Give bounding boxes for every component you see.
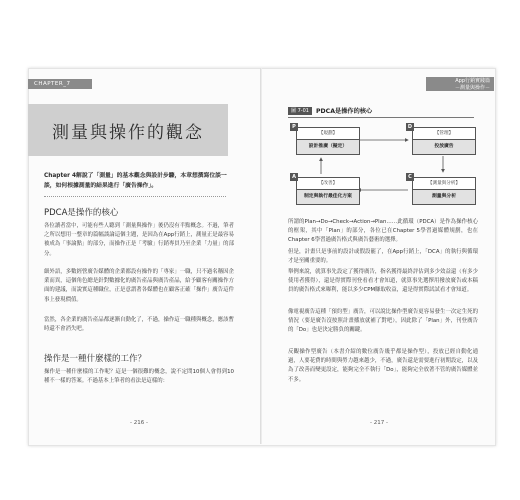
book-spine	[260, 68, 262, 444]
check-caption: 【測量與分析】	[413, 178, 475, 190]
right-paragraph-2: 但是，計畫只是事前的設計或假設罷了，在App行銷上，「DCA」的執行與循環才是至關重要的。	[288, 249, 478, 265]
right-paragraph-3: 舉例來說，就算事先設定了獲得廣告，指名獲得最終評估到多少效益還（有多少使用者獲得），還是得實際刊登看看才會知道，就算事先選擇用撥放廣告或本稿員的廣告格式來曝利，能以多少CPM賺取收益，還是得實際試試看才會知道。	[288, 269, 478, 294]
chapter-intro: Chapter 4解說了「測量」的基本觀念與設計步驟，本章想撰寫位談一談，如何根據測量的結果進行「廣告操作」。	[44, 173, 227, 189]
plan-caption: 【規劃】	[297, 128, 359, 140]
chapter-tab: CHAPTER_7	[28, 79, 92, 89]
diagram-box-check	[412, 177, 476, 205]
left-paragraph-2: 細外語，多數經營廣告媒體的企業都設有操作的「專家」一職，只不過名稱因企業而異，這個角色總是針對數據化的廣告產品與廣告產品，給予顧客有關操作方面的建議，而說實這種職位，正是意謂著各媒體也在顧客正確「操作」廣告這件事上發現價值。	[44, 269, 234, 303]
header-tab-line-2: －測量與操作－	[454, 84, 490, 91]
check-label: 測量與分析	[413, 190, 475, 204]
do-label: 投放廣告	[413, 140, 475, 154]
diagram-box-do	[412, 127, 476, 155]
right-paragraph-5: 反觀操作型廣告（本書介紹的數位廣告幾乎都是操作型），投放已經自動化通過，人要花費的時間與勞力越來越少，不過，廣告還是需要進行初期設定，以及為了改善而變更設定，能夠完全不執行「Do」，能夠完全放著不管的廣告媒體並不多。	[288, 349, 478, 383]
action-label: 制定與執行最佳化方案	[297, 190, 359, 204]
diagram-box-action	[296, 177, 360, 205]
header-tab-line-1: App行銷實踐篇	[455, 78, 490, 84]
heading-pdca: PDCA是操作的核心	[44, 208, 119, 218]
dotted-divider	[44, 196, 226, 197]
right-page-number: - 217 -	[370, 420, 388, 426]
left-paragraph-4: 操作是一種什麼樣的工作呢？這是一個很難的概念，說不定問10個人會得到10種不一樣的答案。不過基本上筆者的看法是這樣的：	[44, 369, 234, 385]
letter-d: D	[407, 124, 413, 130]
figure-title: PDCA是操作的核心	[316, 108, 373, 115]
letter-c: C	[406, 173, 414, 181]
section-title: 測量與操作的觀念	[52, 123, 204, 143]
header-tab	[426, 77, 494, 91]
letter-a: A	[290, 173, 298, 181]
section-title-box	[28, 104, 228, 156]
figure-label: 圖 7-01	[288, 107, 312, 115]
left-paragraph-1: 各位讀者當中，可能有些人聽到「測量與操作」後仍沒有半點概念。不過，筆者之所以想用一整章的篇幅談論這個主題，是因為在App行銷上，測量正是最容易被成為「事論點」的部分，而操作正是「考驗」行銷專員乃至企業「力量」的部分。	[44, 223, 234, 257]
action-caption: 【改善】	[297, 178, 359, 190]
letter-p: P	[290, 123, 298, 131]
diagram-box-plan	[296, 127, 360, 155]
do-caption: 【管理】	[413, 128, 475, 140]
figure-rule	[288, 117, 474, 118]
heading-what-is-operation: 操作是一種什麼樣的工作？	[44, 354, 147, 364]
left-page-number: - 216 -	[130, 420, 148, 426]
plan-label: 設計推廣（擬定）	[297, 140, 359, 154]
right-paragraph-1: 所謂的Plan→Do→Check→Action→Plan……此循環（PDCA）是作為操作核心的框架，其中「Plan」的部分，各位已在Chapter 5學習過媒體規劃，也在Chapter 6學習過廣告格式與廣告藝術的選擇。	[288, 219, 478, 244]
right-paragraph-4: 像電視廣告這種「預約型」廣告，可以說比操作型廣告更容易發生一次定生死的情況（要是廣告沒按照計畫播放就補了對吧），因此除了「Plan」外，刊登廣告的「Do」也是決定勝負的關鍵。	[288, 309, 478, 334]
left-paragraph-3: 當然，各企業的廣告產品都逐漸自動化了，不過，操作這一職種與概念，應該暫時還不會消失吧。	[44, 317, 234, 333]
